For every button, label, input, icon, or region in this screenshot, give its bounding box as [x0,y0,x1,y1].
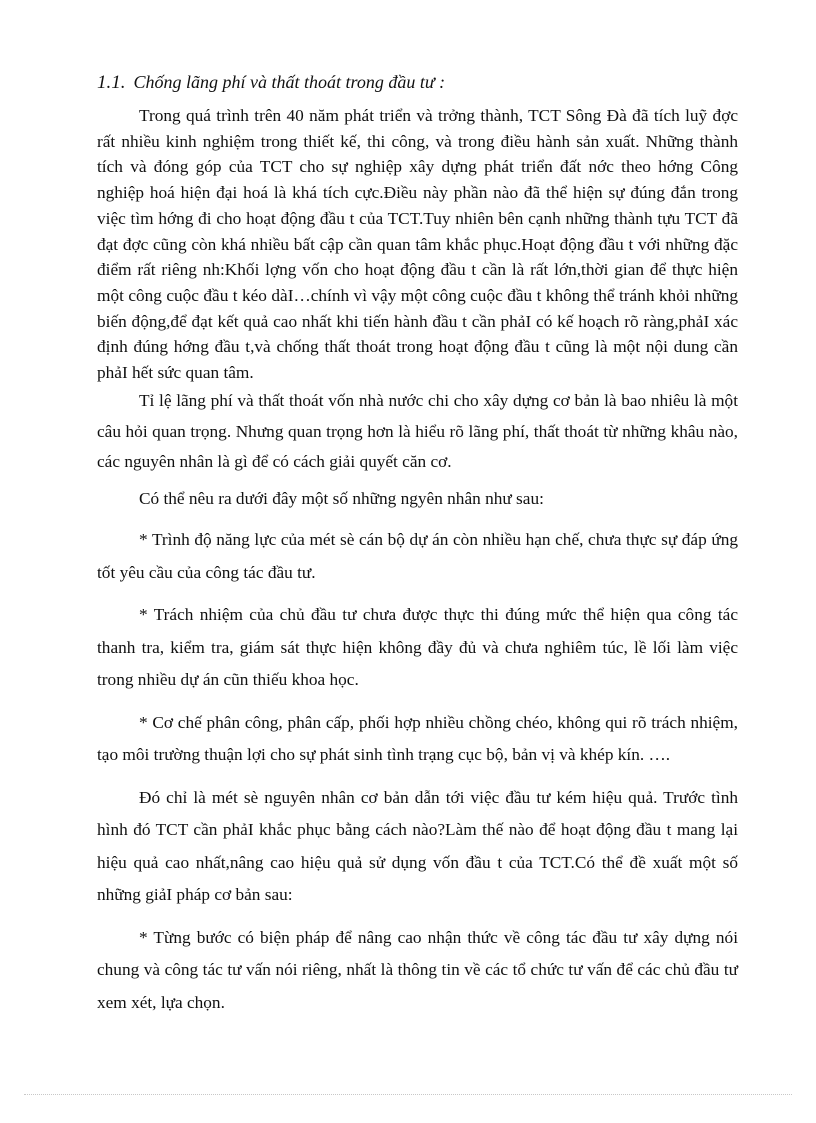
paragraph-intro: Trong quá trình trên 40 năm phát triển và trởng thành, TCT Sông Đà đã tích luỹ đợc rất nhiều kinh nghiệm trong thiết kế, thi công, và trong điều hành sản xuất. Những thành tích và đóng góp của TCT cho sự nghiệp xây dựng phát triển đất nớc theo hớng Công nghiệp hoá hiện đại hoá là khá tích cực.Điều này phần nào đã thể hiện sự đúng đắn trong việc tìm hớng đi cho hoạt động đầu t của TCT.Tuy nhiên bên cạnh những thành tựu TCT đã đạt đợc cũng còn khá nhiều bất cập cần quan tâm khắc phục.Hoạt động đầu t với những đặc điểm rất riêng nh:Khối lợng vốn cho hoạt động đầu t cần là rất lớn,thời gian để thực hiện một công cuộc đầu t kéo dàI…chính vì vậy một công cuộc đầu t không thể tránh khỏi những biến động,để đạt kết quả cao nhất khi tiến hành đầu t cần phảI có kế hoạch rõ ràng,phảI xác định đúng hớng đầu t,và chống thất thoát trong hoạt động đầu t cũng là một nội dung cần phảI hết sức quan tâm. [97,106,738,383]
section-title: Chống lãng phí và thất thoát trong đầu tư : [133,72,446,92]
paragraph-cause-mechanism: * Cơ chế phân công, phân cấp, phối hợp nhiều chồng chéo, không qui rõ trách nhiệm, tạo môi trường thuận lợi cho sự phát sinh tình trạng cục bộ, bản vị và khép kín. …. [97,712,738,765]
paragraph-loss-ratio: Tỉ lệ lãng phí và thất thoát vốn nhà nước chi cho xây dựng cơ bản là bao nhiêu là một câu hỏi quan trọng. Nhưng quan trọng hơn là hiểu rõ lãng phí, thất thoát từ những khâu nào, các nguyên nhân là gì để có cách giải quyết căn cơ. [97,390,738,472]
section-heading [97,72,445,94]
section-number: 1.1. [97,72,126,93]
paragraph-cause-capacity: * Trình độ năng lực của mét sè cán bộ dự án còn nhiều hạn chế, chưa thực sự đáp ứng tốt yêu cầu của công tác đầu tư. [97,530,738,582]
paragraph-causes-intro: Có thể nêu ra dưới đây một số những ngyên nhân như sau: [139,489,544,509]
document-body [97,103,738,1019]
page-bottom-divider [24,1094,792,1095]
paragraph-solutions-intro: Đó chỉ là mét sè nguyên nhân cơ bản dẫn tới việc đầu tư kém hiệu quả. Trước tình hình đó TCT cần phảI khắc phục bằng cách nào?Làm thế nào để hoạt động đầu t mang lại hiệu quả cao nhất,nâng cao hiệu quả sử dụng vốn đầu t của TCT.Có thể đề xuất một số những giảI pháp cơ bản sau: [97,787,738,905]
paragraph-cause-responsibility: * Trách nhiệm của chủ đầu tư chưa được thực thi đúng mức thể hiện qua công tác thanh tra, kiểm tra, giám sát thực hiện không đầy đủ và chưa nghiêm túc, lề lối làm việc trong nhiều dự án cũn thiếu khoa học. [97,605,738,690]
paragraph-solution-awareness: * Từng bước có biện pháp để nâng cao nhận thức về công tác đầu tư xây dựng nói chung và công tác tư vấn nói riêng, nhất là thông tin về các tổ chức tư vấn để các chủ đầu tư xem xét, lựa chọn. [97,927,738,1012]
